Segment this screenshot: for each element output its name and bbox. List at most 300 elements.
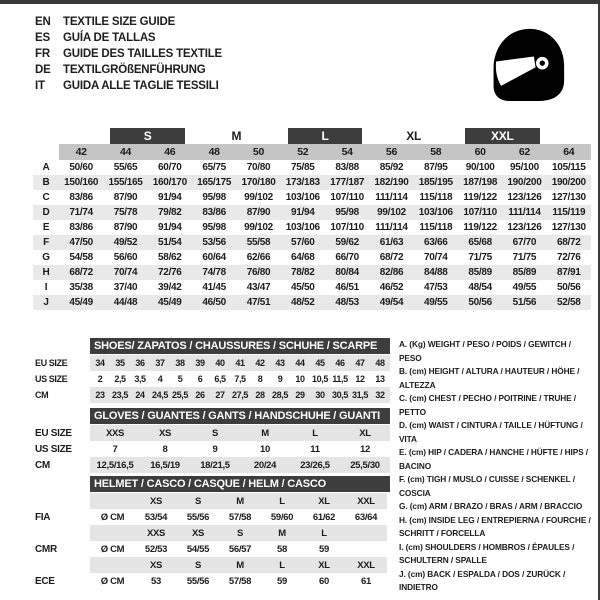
size-value: 26 <box>190 387 210 403</box>
size-value: 11,5 <box>332 374 348 384</box>
helmet-size-value: 61/62 <box>312 511 336 523</box>
measurement-value: 76/80 <box>236 265 280 280</box>
measurement-value: 48/52 <box>281 295 325 310</box>
measurement-row <box>33 295 591 310</box>
measurement-value: 74/78 <box>192 265 236 280</box>
language-row <box>35 46 222 62</box>
measurement-value: 85/92 <box>379 162 404 173</box>
helmet-size-label: XS <box>135 493 177 509</box>
size-row <box>35 441 390 457</box>
measurement-value: 83/86 <box>69 192 93 203</box>
row-label: US SIZE <box>35 441 90 457</box>
diameter-unit: Ø CM <box>100 511 125 523</box>
helmet-size-value: 53 <box>151 575 161 587</box>
measurement-value: 35/38 <box>69 282 93 293</box>
measurement-value: 47/53 <box>424 282 448 293</box>
size-value: 7,5 <box>234 374 246 384</box>
size-band-cell <box>369 127 458 144</box>
measurement-value: 49/55 <box>512 282 537 293</box>
size-value: 41 <box>230 355 250 371</box>
size-value: 9 <box>212 443 218 455</box>
helmet-size-value: 59 <box>277 575 287 587</box>
size-value: 12 <box>355 374 365 384</box>
size-value: S <box>190 425 240 441</box>
measurement-value: 37/40 <box>113 282 138 293</box>
measurement-value: 99/102 <box>369 205 413 220</box>
measurement-value: 83/86 <box>192 205 236 220</box>
legend-item: B. (cm) HEIGHT / ALTURA / HAUTEUR / HÖHE / ALTEZZA <box>399 366 580 390</box>
measurement-value: 80/84 <box>325 265 369 280</box>
size-value: 5 <box>177 374 183 384</box>
row-label <box>35 493 90 509</box>
size-number: 50 <box>236 144 280 160</box>
language-code: DE <box>35 64 51 76</box>
size-value: 11 <box>310 443 320 455</box>
corner-cell <box>33 144 59 160</box>
measurement-value: 65/75 <box>202 162 226 173</box>
helmet-size-value: 59/60 <box>270 511 294 523</box>
size-number: 52 <box>281 144 325 160</box>
measurement-value: 90/100 <box>465 162 495 173</box>
row-label: EU SIZE <box>35 425 90 441</box>
helmet-value-row <box>35 573 387 589</box>
measurement-value: 155/165 <box>103 175 147 190</box>
size-value: 23 <box>90 387 110 403</box>
row-label: US SIZE <box>35 371 90 387</box>
helmet-size-label: XXL <box>345 493 387 509</box>
row-letter: I <box>44 282 48 293</box>
helmet-size-value: 53/54 <box>144 511 168 523</box>
helmet-size-label: S <box>219 525 261 541</box>
language-row <box>35 30 222 46</box>
helmet-size-label: L <box>261 557 303 573</box>
helmet-size-label: L <box>261 493 303 509</box>
legend-item: A. (Kg) WEIGHT / PESO / POIDS / GEWITCH / PESO <box>399 339 571 363</box>
measurement-value: 68/72 <box>547 235 591 250</box>
standard-label: CMR <box>35 541 90 557</box>
measurement-value: 49/52 <box>103 235 147 250</box>
measurement-value: 91/94 <box>158 222 182 233</box>
helmet-size-label: L <box>303 525 345 541</box>
measurement-value: 46/51 <box>335 282 359 293</box>
measurement-value: 71/75 <box>468 252 492 263</box>
measurement-value: 83/86 <box>69 222 93 233</box>
size-band-cell <box>103 127 192 144</box>
helmet-size-value: 61 <box>361 575 371 587</box>
measurement-value: 54/58 <box>69 252 93 263</box>
measurement-value: 103/106 <box>285 222 320 233</box>
language-code: EN <box>35 16 51 28</box>
size-value: XL <box>340 425 390 441</box>
size-number: 54 <box>325 144 369 160</box>
measurement-row <box>33 160 591 175</box>
unit-spacer-cell <box>90 493 135 509</box>
size-value: 16,5/19 <box>140 457 190 473</box>
helmet-size-label: XXS <box>135 525 177 541</box>
diameter-unit: Ø CM <box>100 575 125 587</box>
size-value: 12,5/16,5 <box>90 457 140 473</box>
guide-title: TEXTILGRÖßENFÜHRUNG <box>63 64 206 76</box>
guide-title: GUIDE DES TAILLES TEXTILE <box>63 48 222 60</box>
helmet-size-label: XXL <box>345 557 387 573</box>
size-value: 28,5 <box>270 387 290 403</box>
helmet-size-value: 63/64 <box>354 511 378 523</box>
helmet-size-value: 55/56 <box>186 511 210 523</box>
helmet-size-label: M <box>261 525 303 541</box>
size-value: XXS <box>90 425 140 441</box>
helmet-section-title: HELMET / CASCO / CASQUE / HELM / CASCO <box>90 476 390 492</box>
gloves-section-title: GLOVES / GUANTES / GANTS / HANDSCHUHE / GUANTI <box>90 408 390 424</box>
measurement-value: 107/110 <box>458 205 502 220</box>
size-row <box>35 425 390 441</box>
measurement-value: 185/195 <box>414 175 458 190</box>
measurement-value: 48/54 <box>468 282 492 293</box>
row-label: EU SIZE <box>35 355 90 371</box>
measurement-legend <box>399 338 592 595</box>
size-value: 10 <box>260 443 270 455</box>
size-value: 18/21,5 <box>190 457 240 473</box>
measurement-value: 67/70 <box>502 235 546 250</box>
guide-title: TEXTILE SIZE GUIDE <box>63 16 176 28</box>
measurement-value: 107/110 <box>330 222 364 233</box>
measurement-value: 119/122 <box>463 222 497 233</box>
helmet-size-label: XL <box>303 557 345 573</box>
size-value: 10 <box>295 374 305 384</box>
size-value: 12 <box>360 443 370 455</box>
measurement-row <box>33 235 591 250</box>
size-value: 2,5 <box>114 374 126 384</box>
measurement-value: 39/42 <box>158 282 182 293</box>
measurement-value: 87/90 <box>113 222 138 233</box>
measurement-value: 123/126 <box>507 222 542 233</box>
size-value: 42 <box>250 355 270 371</box>
size-value: 25,5/30 <box>340 457 390 473</box>
measurement-value: 84/88 <box>414 265 458 280</box>
measurement-value: 75/85 <box>291 162 315 173</box>
measurement-value: 70/80 <box>246 162 271 173</box>
measurement-value: 103/106 <box>414 205 458 220</box>
helmet-size-section <box>35 476 390 589</box>
measurement-value: 60/70 <box>158 162 182 173</box>
size-number: 48 <box>192 144 236 160</box>
helmet-size-value: 57/58 <box>228 575 252 587</box>
measurement-value: 50/56 <box>458 295 502 310</box>
measurement-value: 87/91 <box>547 265 591 280</box>
measurement-value: 60/64 <box>202 252 226 263</box>
helmet-size-value: 59 <box>319 543 329 555</box>
helmet-size-label: XS <box>135 557 177 573</box>
measurement-value: 48/53 <box>325 295 369 310</box>
size-value: 30,5 <box>330 387 350 403</box>
size-band-cell <box>281 127 370 144</box>
size-band-label: XXL <box>465 128 540 144</box>
size-value: 23,5 <box>110 387 130 403</box>
standard-label: FIA <box>35 509 90 525</box>
size-value: 47 <box>350 355 370 371</box>
measurement-value: 99/102 <box>244 222 273 233</box>
size-number: 62 <box>502 144 546 160</box>
size-value: 6 <box>197 374 203 384</box>
measurement-value: 53/56 <box>192 235 236 250</box>
helmet-size-table <box>35 493 387 589</box>
measurement-row <box>33 250 591 265</box>
measurement-value: 111/114 <box>375 192 408 203</box>
size-value: 43 <box>270 355 290 371</box>
shoes-size-table <box>35 355 390 403</box>
measurement-value: 72/76 <box>148 265 192 280</box>
shoes-size-section <box>35 338 390 403</box>
row-letter: J <box>33 295 59 310</box>
size-number: 58 <box>414 144 458 160</box>
measurement-value: 50/56 <box>557 282 581 293</box>
measurement-value: 173/183 <box>281 175 325 190</box>
measurement-value: 115/118 <box>419 222 453 233</box>
measurement-row <box>33 190 591 205</box>
measurement-value: 160/170 <box>148 175 192 190</box>
size-value: 30 <box>310 387 330 403</box>
size-number: 56 <box>369 144 413 160</box>
measurement-value: 62/66 <box>246 252 271 263</box>
helmet-size-label: XL <box>303 493 345 509</box>
legend-item: J. (cm) BACK / ESPALDA / DOS / ZURÜCK / INDIETRO <box>399 568 566 592</box>
size-band-cell <box>458 127 547 144</box>
row-label: CM <box>35 387 90 403</box>
measurement-value: 45/49 <box>148 295 192 310</box>
row-letter: G <box>42 252 50 263</box>
row-letter: B <box>33 175 59 190</box>
size-band-cell <box>192 127 281 144</box>
size-value: 3,5 <box>134 374 146 384</box>
language-row <box>35 62 222 78</box>
size-row <box>35 387 390 403</box>
measurement-value: 150/160 <box>59 175 103 190</box>
measurement-value: 127/130 <box>551 192 586 203</box>
size-value: XS <box>140 425 190 441</box>
row-letter: H <box>33 265 59 280</box>
size-number: 60 <box>458 144 502 160</box>
measurement-value: 45/50 <box>291 282 315 293</box>
unit-spacer-cell <box>90 525 135 541</box>
size-value: 39 <box>190 355 210 371</box>
measurement-value: 43/47 <box>246 282 271 293</box>
size-number: 64 <box>547 144 591 160</box>
measurement-value: 70/74 <box>103 265 147 280</box>
size-band-label: S <box>110 128 185 144</box>
helmet-size-label: M <box>219 493 261 509</box>
size-number: 42 <box>59 144 103 160</box>
measurement-value: 61/63 <box>369 235 413 250</box>
measurement-value: 87/90 <box>236 205 280 220</box>
size-value: M <box>240 425 290 441</box>
size-value: 27,5 <box>230 387 250 403</box>
measurement-value: 95/98 <box>202 192 226 203</box>
measurement-value: 87/95 <box>424 162 448 173</box>
size-value: 23/26,5 <box>290 457 340 473</box>
measurement-row <box>33 175 591 190</box>
size-band-label: XL <box>406 128 421 143</box>
helmet-size-value: 57/58 <box>228 511 252 523</box>
helmet-size-value: 56/57 <box>228 543 252 555</box>
measurement-value: 87/90 <box>113 192 138 203</box>
measurement-value: 107/110 <box>330 192 364 203</box>
language-code: ES <box>35 32 50 44</box>
helmet-size-row <box>35 493 387 509</box>
measurement-value: 95/100 <box>510 162 539 173</box>
racing-helmet-icon <box>486 18 570 110</box>
measurement-value: 170/180 <box>236 175 280 190</box>
helmet-size-value <box>345 541 387 557</box>
measurement-value: 57/60 <box>281 235 325 250</box>
size-value: 8 <box>162 443 168 455</box>
size-value: 38 <box>170 355 190 371</box>
size-value: 46 <box>330 355 350 371</box>
helmet-size-value: 55/56 <box>186 575 210 587</box>
measurement-value: 50/60 <box>69 162 93 173</box>
measurement-value: 63/66 <box>414 235 458 250</box>
size-number-row <box>33 144 591 160</box>
measurement-value: 79/82 <box>148 205 192 220</box>
size-value: 20/24 <box>240 457 290 473</box>
measurement-value: 119/122 <box>463 192 497 203</box>
gloves-size-section <box>35 408 390 473</box>
size-row <box>35 457 390 473</box>
language-title-list <box>35 14 222 94</box>
row-letter: F <box>33 235 59 250</box>
measurement-value: 71/74 <box>59 205 103 220</box>
measurement-value: 111/114 <box>502 205 546 220</box>
helmet-value-row <box>35 509 387 525</box>
standard-label: ECE <box>35 573 90 589</box>
size-value: 36 <box>130 355 150 371</box>
helmet-size-value: 52/53 <box>144 543 168 555</box>
size-value: 32 <box>370 387 390 403</box>
size-value: 28 <box>250 387 270 403</box>
measurement-value: 91/94 <box>281 205 325 220</box>
measurement-value: 46/52 <box>379 282 404 293</box>
measurement-value: 78/82 <box>281 265 325 280</box>
language-code: FR <box>35 48 50 60</box>
measurement-value: 115/118 <box>419 192 453 203</box>
helmet-size-row <box>35 525 387 541</box>
measurement-value: 115/119 <box>547 205 591 220</box>
size-value: 8 <box>257 374 263 384</box>
empty-band-cell <box>59 127 103 144</box>
guide-title: GUÍA DE TALLAS <box>63 32 156 44</box>
legend-item: C. (cm) CHEST / PECHO / POITRINE / TRUHE / PETTO <box>399 393 576 417</box>
corner-cell <box>33 127 59 144</box>
measurement-value: 72/76 <box>557 252 581 263</box>
measurement-row <box>33 280 591 295</box>
legend-item: I. (cm) SHOULDERS / HOMBROS / ÉPAULES / SCHULTERN / SPALLE <box>399 541 575 565</box>
guide-title: GUIDA ALLE TAGLIE TESSILI <box>63 80 219 92</box>
legend-item: F. (cm) TIGH / MUSLO / CUISSE / SCHENKEL / COSCIA <box>399 474 575 498</box>
language-row <box>35 14 222 30</box>
measurement-value: 52/58 <box>547 295 591 310</box>
measurement-value: 65/68 <box>458 235 502 250</box>
measurement-value: 85/89 <box>458 265 502 280</box>
size-value: 9 <box>277 374 283 384</box>
helmet-size-label <box>345 525 387 541</box>
size-value: 25,5 <box>170 387 190 403</box>
measurement-value: 55/65 <box>113 162 138 173</box>
size-value: 31,5 <box>350 387 370 403</box>
size-value: 27 <box>210 387 230 403</box>
size-value: 24,5 <box>150 387 170 403</box>
measurement-value: 51/54 <box>148 235 192 250</box>
row-letter: C <box>42 192 50 203</box>
helmet-size-value: 60 <box>319 575 329 587</box>
size-row <box>35 355 390 371</box>
measurement-value: 75/78 <box>103 205 147 220</box>
measurement-row <box>33 205 591 220</box>
measurement-value: 41/45 <box>202 282 226 293</box>
size-number: 46 <box>148 144 192 160</box>
row-letter: E <box>42 222 50 233</box>
helmet-size-row <box>35 557 387 573</box>
measurement-value: 71/75 <box>512 252 537 263</box>
measurement-value: 82/86 <box>369 265 413 280</box>
size-value: 35 <box>110 355 130 371</box>
language-row <box>35 78 222 94</box>
measurement-value: 64/68 <box>291 252 315 263</box>
measurement-value: 105/115 <box>552 162 586 173</box>
size-value: 4 <box>157 374 163 384</box>
measurement-value: 127/130 <box>551 222 586 233</box>
measurement-value: 177/187 <box>325 175 369 190</box>
unit-spacer-cell <box>90 557 135 573</box>
measurement-value: 66/70 <box>335 252 359 263</box>
measurement-value: 58/62 <box>158 252 182 263</box>
size-value: 34 <box>90 355 110 371</box>
measurement-value: 91/94 <box>158 192 182 203</box>
helmet-size-value: 54/55 <box>186 543 210 555</box>
row-letter: D <box>33 205 59 220</box>
measurement-value: 70/74 <box>424 252 448 263</box>
measurement-value: 95/98 <box>325 205 369 220</box>
measurement-value: 46/50 <box>192 295 236 310</box>
legend-item: E. (cm) HIP / CADERA / HANCHE / HÜFTE / HIPS / BACINO <box>399 447 589 471</box>
measurement-value: 190/200 <box>502 175 546 190</box>
measurement-value: 55/58 <box>236 235 280 250</box>
helmet-value-row <box>35 541 387 557</box>
size-value: 10,5 <box>312 374 328 384</box>
language-code: IT <box>35 80 45 92</box>
helmet-size-label: XS <box>177 525 219 541</box>
measurement-value: 85/89 <box>502 265 546 280</box>
row-label: CM <box>35 457 90 473</box>
row-label <box>35 557 90 573</box>
row-letter: A <box>42 162 50 173</box>
size-value: 37 <box>150 355 170 371</box>
row-label <box>35 525 90 541</box>
size-value: 7 <box>112 443 118 455</box>
empty-band-cell <box>547 127 591 144</box>
measurement-value: 123/126 <box>507 192 542 203</box>
measurement-value: 56/60 <box>113 252 138 263</box>
size-value: L <box>290 425 340 441</box>
measurement-value: 68/72 <box>379 252 404 263</box>
textile-size-table <box>33 127 591 310</box>
measurement-row <box>33 265 591 280</box>
helmet-size-label: S <box>177 557 219 573</box>
shoes-section-title: SHOES/ ZAPATOS / CHAUSSURES / SCHUHE / SCARPE <box>90 338 390 354</box>
measurement-value: 68/72 <box>59 265 103 280</box>
measurement-value: 47/51 <box>236 295 280 310</box>
measurement-value: 182/190 <box>369 175 413 190</box>
legend-item: G. (cm) ARM / BRAZO / BRAS / ARM / BRACCIO <box>399 501 583 511</box>
measurement-value: 83/88 <box>335 162 359 173</box>
measurement-value: 49/55 <box>414 295 458 310</box>
